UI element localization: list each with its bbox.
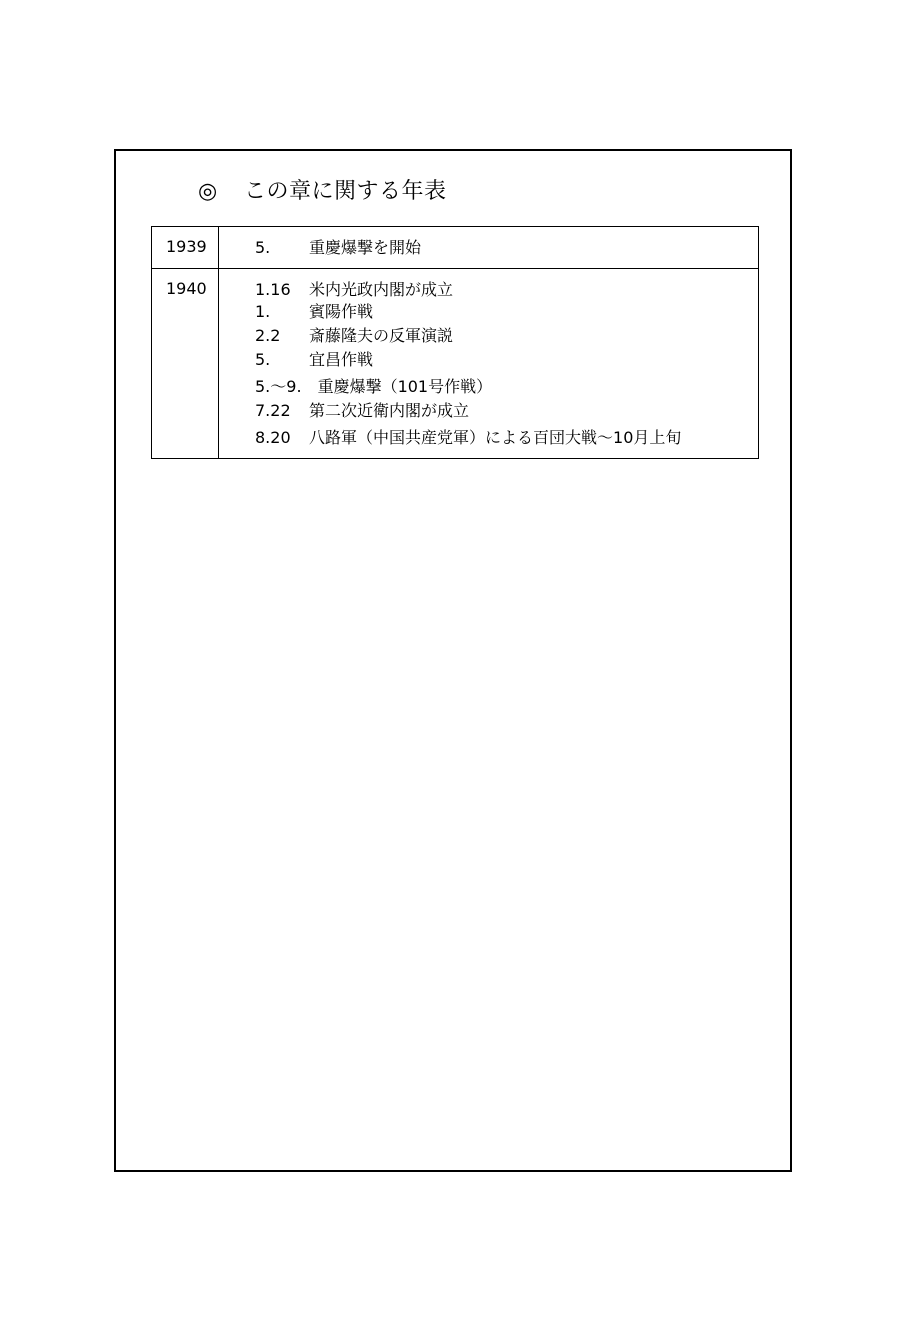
event-text: 八路軍（中国共産党軍）による百団大戦〜10月上旬 <box>309 428 682 447</box>
year-cell: 1939 <box>152 227 219 269</box>
table-row <box>152 227 759 269</box>
event-text: 賓陽作戦 <box>309 302 374 321</box>
event-item <box>255 237 758 259</box>
page-frame <box>114 149 792 1172</box>
event-date: 1. <box>255 302 271 321</box>
event-text: 米内光政内閣が成立 <box>309 280 454 299</box>
page-title <box>198 177 447 207</box>
event-item <box>255 301 758 323</box>
event-item <box>255 349 758 371</box>
event-date: 5. <box>255 350 271 369</box>
event-item <box>255 427 758 449</box>
year-cell: 1940 <box>152 269 219 459</box>
event-item <box>255 400 758 422</box>
timeline-table <box>151 226 759 459</box>
events-cell <box>219 269 759 459</box>
event-date: 5. <box>255 238 271 257</box>
event-item <box>255 376 758 398</box>
event-date: 5.〜9. <box>255 377 302 396</box>
double-circle-icon: ◎ <box>198 179 218 204</box>
events-cell <box>219 227 759 269</box>
event-text: 重慶爆撃（101号作戦） <box>317 377 493 396</box>
event-date: 7.22 <box>255 401 291 420</box>
event-item <box>255 325 758 347</box>
event-date: 2.2 <box>255 326 281 345</box>
event-date: 1.16 <box>255 280 291 299</box>
title-text: この章に関する年表 <box>244 179 447 204</box>
event-item <box>255 279 758 301</box>
event-text: 宜昌作戦 <box>309 350 374 369</box>
event-text: 重慶爆撃を開始 <box>309 238 422 257</box>
event-date: 8.20 <box>255 428 291 447</box>
event-text: 第二次近衛内閣が成立 <box>309 401 470 420</box>
table-row <box>152 269 759 459</box>
event-text: 斎藤隆夫の反軍演説 <box>309 326 454 345</box>
